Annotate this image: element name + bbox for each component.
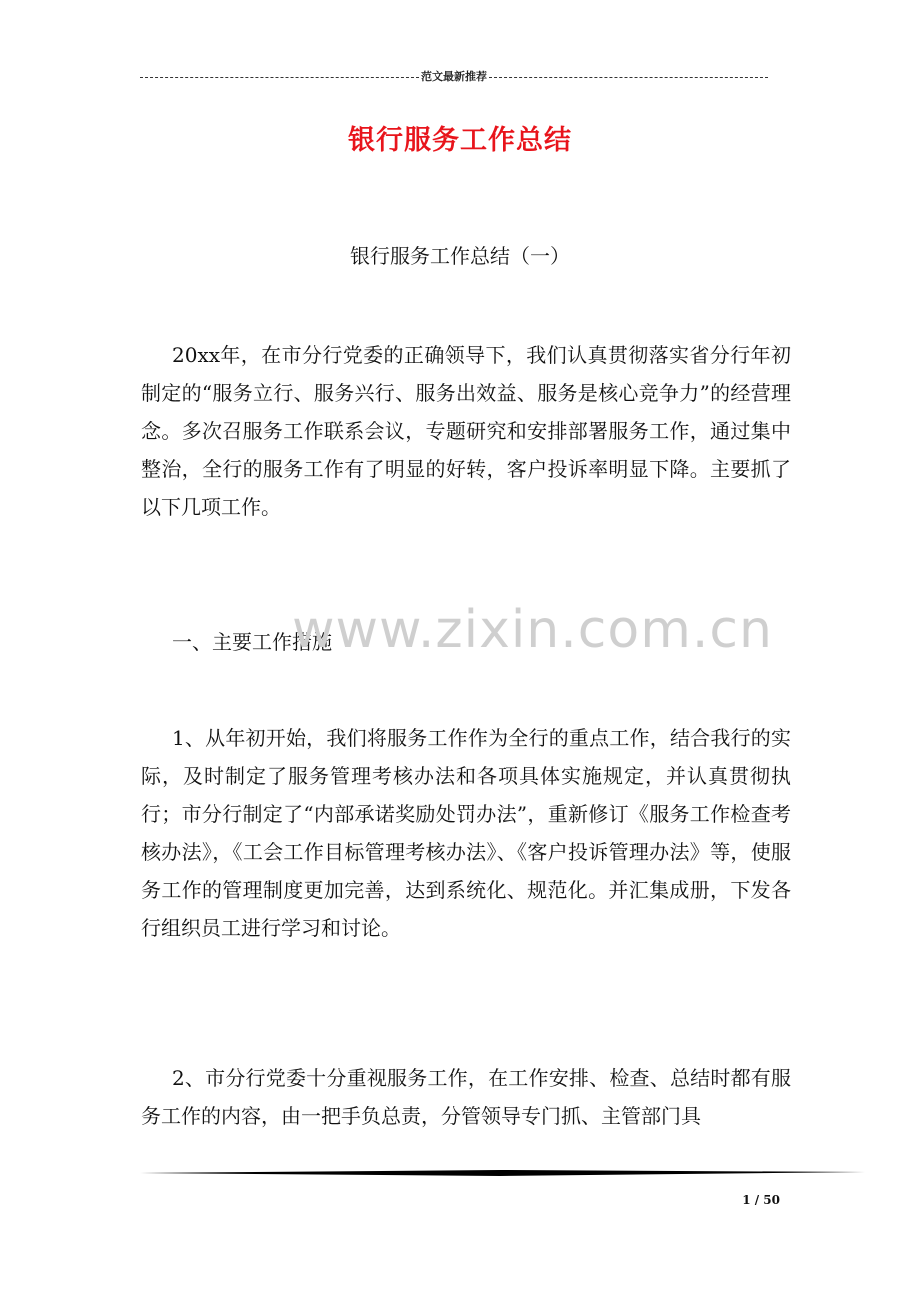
paragraph-item-1: 1、从年初开始，我们将服务工作作为全行的重点工作，结合我行的实际，及时制定了服务管理考核办法和各项具体实施规定，并认真贯彻执行；市分行制定了“内部承诺奖励处罚办法”，重新修订《服务工作检查考核办法》，《工会工作目标管理考核办法》、《客户投诉管理办法》等，使服务工作的管理制度更加完善，达到系统化、规范化。并汇集成册，下发各行组织员工进行学习和讨论。 (141, 726, 791, 940)
watermark: www.zixin.com.cn (292, 600, 773, 660)
section-heading: 一、主要工作措施 (172, 630, 332, 654)
header-dash-left (140, 77, 419, 78)
document-subtitle: 银行服务工作总结（一） (350, 244, 570, 268)
header-dash-right (489, 77, 768, 78)
header-label: 范文最新推荐 (421, 70, 487, 83)
paragraph-item-2: 2、市分行党委十分重视服务工作，在工作安排、检查、总结时都有服务工作的内容，由一把手负总责，分管领导专门抓、主管部门具 (141, 1066, 791, 1128)
page-indicator: 1 / 50 (742, 1193, 780, 1207)
paragraph-intro: 20xx年，在市分行党委的正确领导下，我们认真贯彻落实省分行年初制定的“服务立行、服务兴行、服务出效益、服务是核心竞争力”的经营理念。多次召服务工作联系会议，专题研究和安排部署服务工作，通过集中整治，全行的服务工作有了明显的好转，客户投诉率明显下降。主要抓了以下几项工作。 (141, 343, 791, 519)
page-header (140, 68, 768, 84)
document-title: 银行服务工作总结 (348, 125, 572, 156)
footer-rule (140, 1163, 865, 1179)
